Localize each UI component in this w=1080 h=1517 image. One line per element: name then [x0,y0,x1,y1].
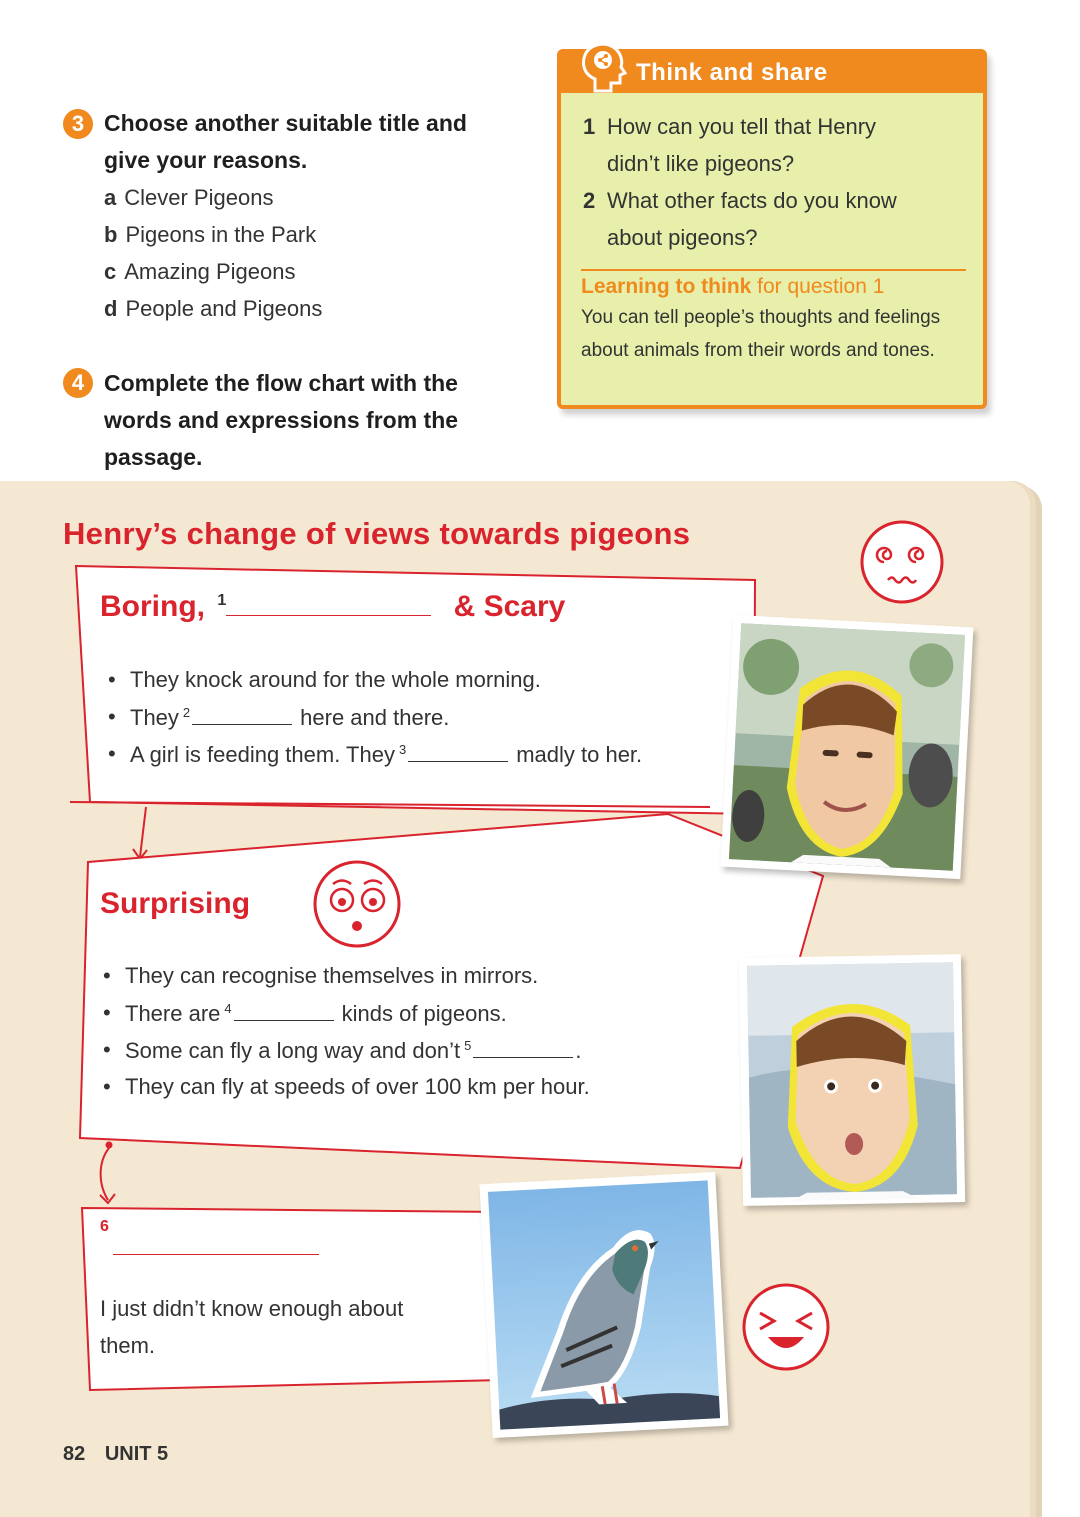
panel-3-blank: 6 [100,1218,109,1235]
panel-2-bullet-1: • They can recognise themselves in mirrors. [125,963,538,989]
surprised-face-icon [311,858,403,950]
blank-4[interactable] [234,1000,334,1021]
head-share-icon [575,39,631,95]
dizzy-face-icon [858,518,946,606]
flowchart-title: Henry’s change of views towards pigeons [63,516,691,551]
panel-1-heading: Boring, $^1$ & Scary [100,590,566,623]
option-a: a Clever Pigeons [104,185,274,210]
page-number: 82 [63,1443,86,1465]
page-footer [63,1443,168,1466]
panel-3-line-2: them. [100,1333,156,1358]
question-4-number: 4 [63,368,93,398]
panel-2-heading: Surprising [100,887,251,920]
blank-5[interactable] [473,1037,573,1058]
question-4-text-line3: passage. [104,444,203,470]
think-question-1: 1 How can you tell that Henry didn’t like pigeons? [583,114,877,176]
blank-1[interactable] [226,593,431,616]
blank-3[interactable] [408,741,508,762]
panel-1-bullet-1: • They knock around for the whole morning. [130,667,541,693]
photo-boy-grimacing [721,615,974,879]
think-and-share-box [557,49,987,409]
panel-2-bullet-4: • They can fly at speeds of over 100 km per hour. [125,1074,590,1100]
panel-1-bullet-3: • A girl is feeding them. They $^3$ madly to her. [130,741,642,768]
question-3-text-line1: Choose another suitable title and [104,110,467,136]
learning-to-think-body: You can tell people’s thoughts and feelings about animals from their words and tones. [581,307,941,361]
blank-2[interactable] [192,704,292,725]
blank-6[interactable] [113,1234,319,1255]
think-title: Think and share [636,59,828,86]
flow-arrow-2 [92,1140,126,1208]
panel-3-line-1: I just didn’t know enough about [100,1296,404,1321]
learning-to-think-heading: Learning to think for question 1 [581,275,885,298]
option-d: d People and Pigeons [104,296,323,321]
question-4-text-line1: Complete the flow chart with the [104,370,458,396]
option-b: b Pigeons in the Park [104,222,317,247]
think-question-2: 2 What other facts do you know about pigeons? [583,188,897,250]
photo-pigeon [480,1172,729,1438]
unit-label: UNIT 5 [104,1443,169,1465]
question-4-text-line2: words and expressions from the [104,407,459,433]
panel-1-bullet-2: • They $^2$ here and there. [130,704,449,731]
think-divider [581,269,966,271]
panel-2-shape [78,810,828,1175]
panel-2-bullet-3: • Some can fly a long way and don’t $^5$ . [125,1037,581,1064]
panel-2-bullet-2: • There are $^4$ kinds of pigeons. [125,1000,507,1027]
option-c: c Amazing Pigeons [104,259,296,284]
question-3-number: 3 [63,109,93,139]
question-3-text-line2: give your reasons. [104,147,308,173]
photo-boy-surprised [739,954,965,1206]
laughing-face-icon [740,1281,832,1373]
